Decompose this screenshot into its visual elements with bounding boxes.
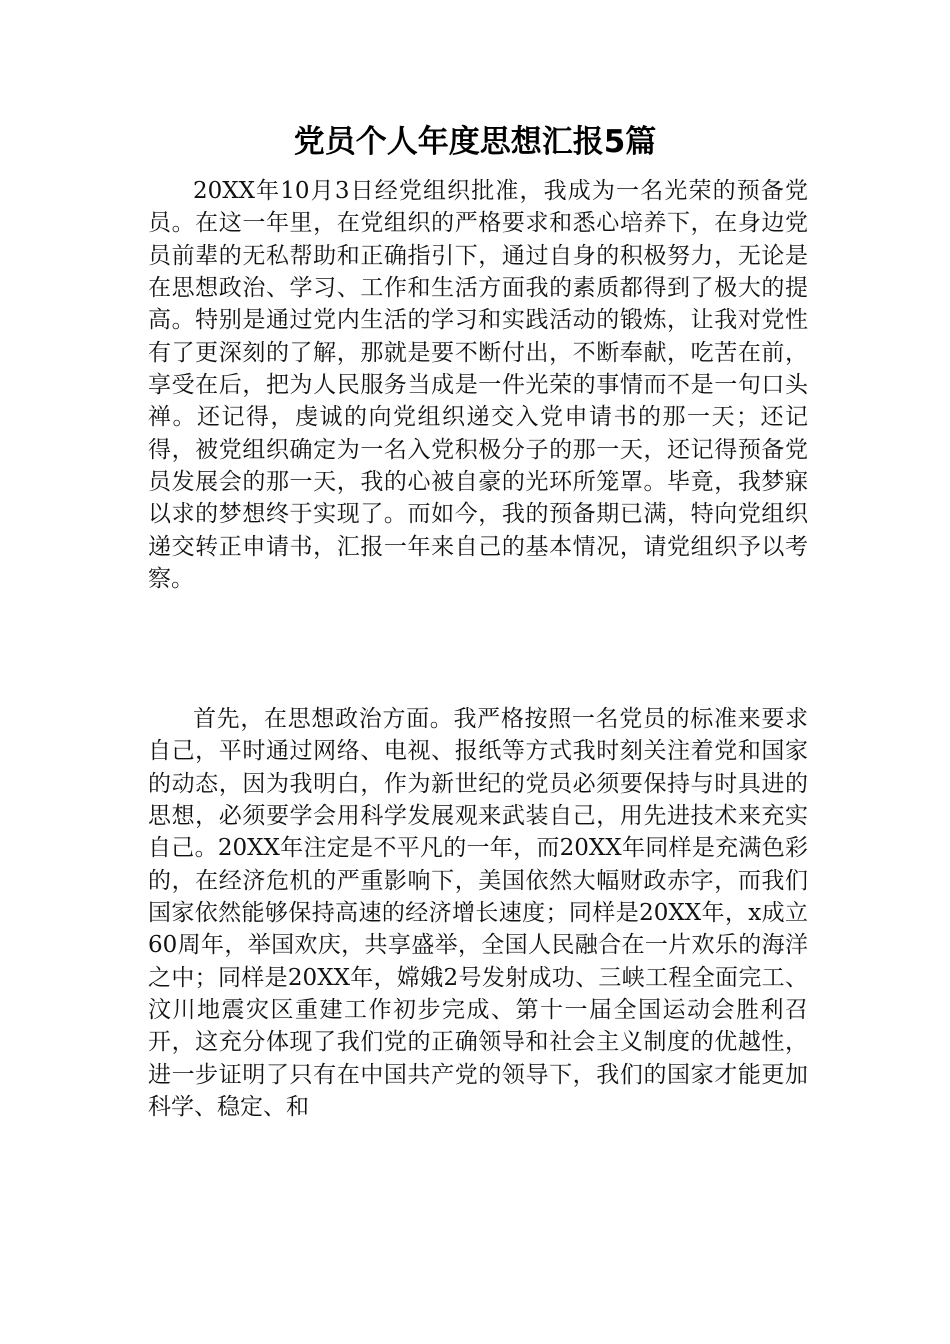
paragraph-2: 首先，在思想政治方面。我严格按照一名党员的标准来要求自己，平时通过网络、电视、报纸等方式我时刻关注着党和国家的动态，因为我明白，作为新世纪的党员必须要保持与时具进的思想，必须要学会用科学发展观来武装自己，用先进技术来充实自己。20XX年注定是不平凡的一年，而20XX年同样是充满色彩的，在经济危机的严重影响下，美国依然大幅财政赤字，而我们国家依然能够保持高速的经济增长速度；同样是20XX年，x成立60周年，举国欢庆，共享盛举，全国人民融合在一片欢乐的海洋之中；同样是20XX年，嫦娥2号发射成功、三峡工程全面完工、汶川地震灾区重建工作初步完成、第十一届全国运动会胜利召开，这充分体现了我们党的正确领导和社会主义制度的优越性，进一步证明了只有在中国共产党的领导下，我们的国家才能更加科学、稳定、和 — [148, 706, 808, 1121]
paragraph-1: 20XX年10月3日经党组织批准，我成为一名光荣的预备党员。在这一年里，在党组织的严格要求和悉心培养下，在身边党员前辈的无私帮助和正确指引下，通过自身的积极努力，无论是在思想政治、学习、工作和生活方面我的素质都得到了极大的提高。特别是通过党内生活的学习和实践活动的锻炼，让我对党性有了更深刻的了解，那就是要不断付出，不断奉献，吃苦在前，享受在后，把为人民服务当成是一件光荣的事情而不是一句口头禅。还记得，虔诚的向党组织递交入党申请书的那一天；还记得，被党组织确定为一名入党积极分子的那一天，还记得预备党员发展会的那一天，我的心被自豪的光环所笼罩。毕竟，我梦寐以求的梦想终于实现了。而如今，我的预备期已满，特向党组织递交转正申请书，汇报一年来自己的基本情况，请党组织予以考察。 — [148, 178, 808, 593]
document-title: 党员个人年度思想汇报5篇 — [293, 124, 657, 160]
